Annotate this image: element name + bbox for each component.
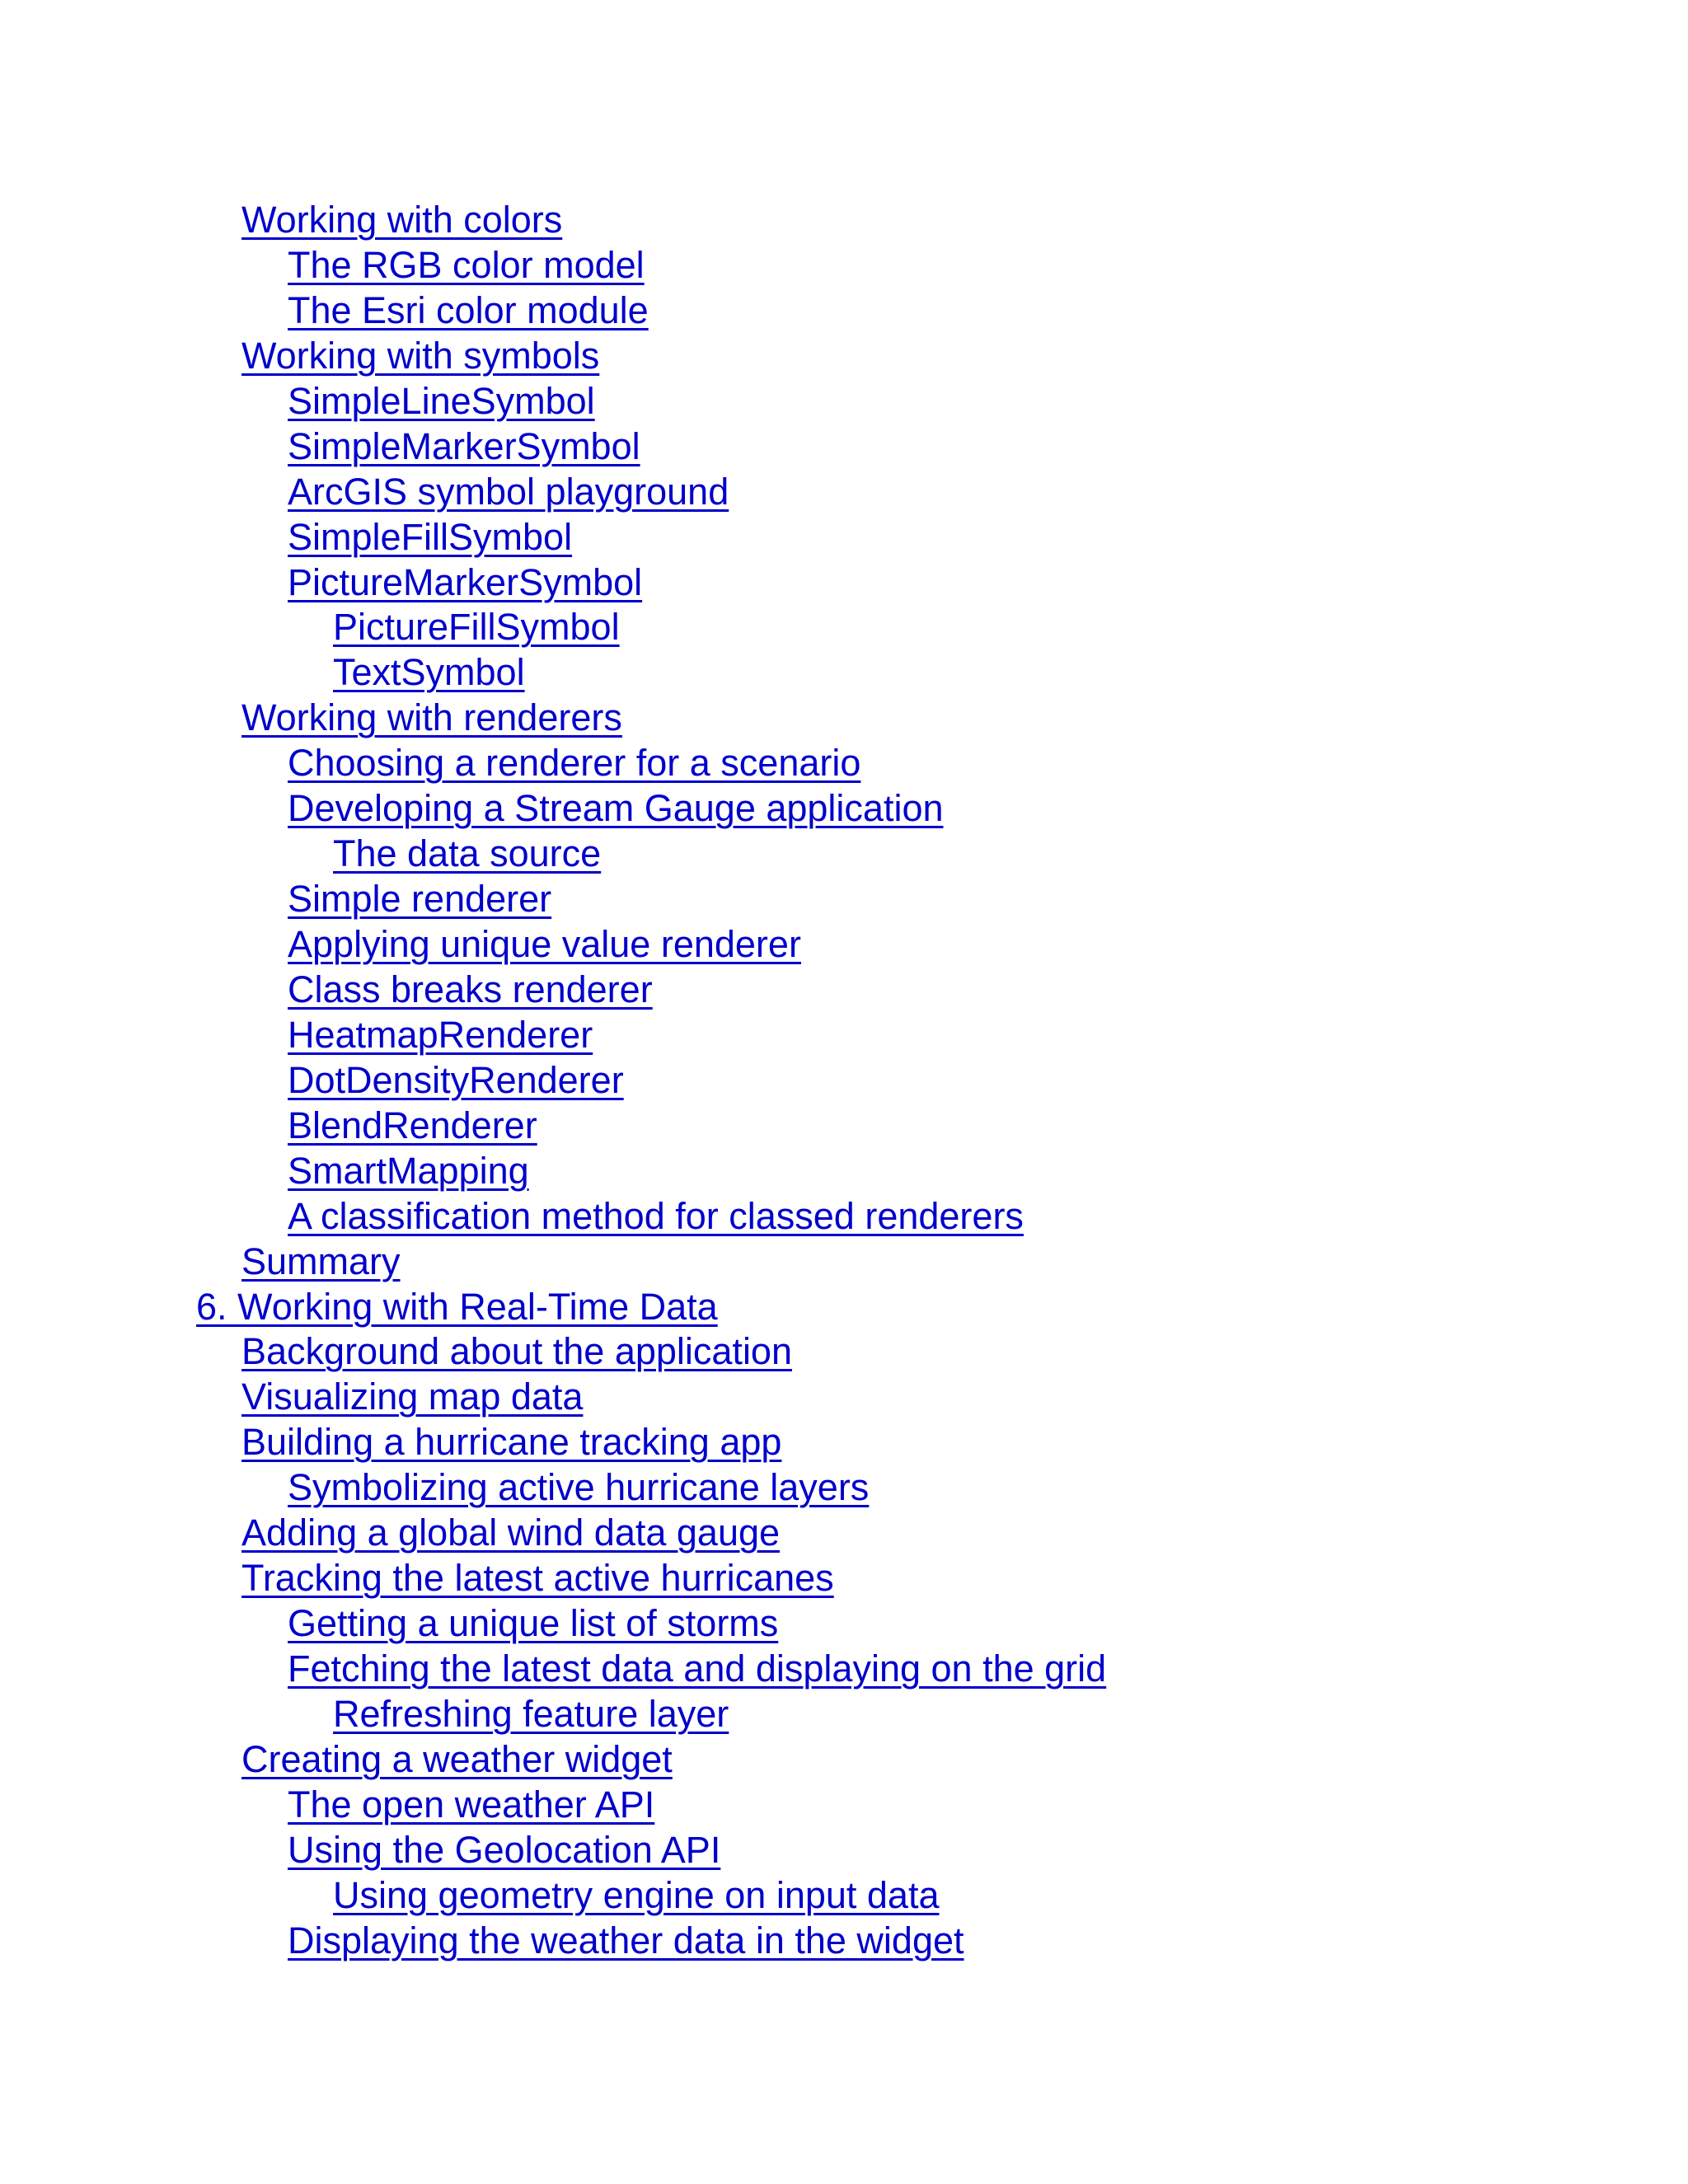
toc-link[interactable]: BlendRenderer [288, 1104, 537, 1146]
toc-link[interactable]: Tracking the latest active hurricanes [241, 1557, 834, 1600]
toc-entry [0, 1013, 1688, 1058]
toc-link[interactable]: Using the Geolocation API [288, 1828, 721, 1871]
toc-entry [0, 198, 1688, 243]
toc-link[interactable]: The RGB color model [288, 243, 645, 286]
toc-link[interactable]: PictureFillSymbol [333, 606, 620, 649]
toc-link[interactable]: PictureMarkerSymbol [288, 560, 643, 603]
toc-entry [0, 288, 1688, 334]
toc-link[interactable]: 6. Working with Real-Time Data [196, 1285, 718, 1328]
toc-entry [0, 741, 1688, 786]
toc-entry [0, 877, 1688, 922]
toc-entry [0, 334, 1688, 379]
toc-link[interactable]: Class breaks renderer [288, 968, 653, 1010]
toc-entry [0, 1647, 1688, 1692]
toc-entry [0, 1329, 1688, 1375]
toc-link[interactable]: Refreshing feature layer [333, 1692, 729, 1735]
toc-entry [0, 1737, 1688, 1783]
toc-entry [0, 650, 1688, 696]
toc-link[interactable]: The open weather API [288, 1783, 655, 1825]
toc-link[interactable]: Displaying the weather data in the widget [288, 1919, 964, 1961]
toc-entry [0, 1194, 1688, 1240]
toc-link[interactable]: Visualizing map data [241, 1376, 584, 1418]
toc-entry [0, 1919, 1688, 1964]
toc-entry [0, 1420, 1688, 1465]
toc-entry [0, 1783, 1688, 1828]
toc-entry [0, 832, 1688, 877]
toc-link[interactable]: Choosing a renderer for a scenario [288, 742, 861, 785]
toc-entry [0, 1058, 1688, 1104]
toc-entry [0, 1511, 1688, 1556]
toc-entry [0, 515, 1688, 560]
toc-entry [0, 560, 1688, 606]
toc-link[interactable]: SmartMapping [288, 1149, 529, 1192]
toc-entry [0, 1873, 1688, 1919]
toc-entry [0, 1285, 1688, 1330]
toc-entry [0, 470, 1688, 515]
toc-entry [0, 1601, 1688, 1647]
toc-link[interactable]: A classification method for classed renderers [288, 1194, 1024, 1237]
table-of-contents [0, 198, 1688, 1964]
toc-link[interactable]: The Esri color module [288, 288, 649, 331]
toc-link[interactable]: The data source [333, 832, 602, 875]
toc-link[interactable]: ArcGIS symbol playground [288, 470, 729, 513]
toc-entry [0, 379, 1688, 424]
toc-link[interactable]: Building a hurricane tracking app [241, 1421, 782, 1464]
toc-entry [0, 1104, 1688, 1149]
toc-link[interactable]: Simple renderer [288, 878, 552, 921]
toc-link[interactable]: Developing a Stream Gauge application [288, 787, 944, 830]
toc-link[interactable]: SimpleFillSymbol [288, 515, 573, 558]
toc-link[interactable]: Fetching the latest data and displaying on the grid [288, 1647, 1107, 1690]
toc-link[interactable]: Summary [241, 1240, 401, 1282]
toc-link[interactable]: Getting a unique list of storms [288, 1602, 779, 1645]
toc-entry [0, 1465, 1688, 1511]
toc-link[interactable]: Adding a global wind data gauge [241, 1511, 781, 1554]
toc-entry [0, 1828, 1688, 1873]
toc-entry [0, 1692, 1688, 1737]
toc-entry [0, 1556, 1688, 1601]
toc-link[interactable]: SimpleLineSymbol [288, 379, 595, 422]
toc-entry [0, 968, 1688, 1013]
toc-entry [0, 1375, 1688, 1420]
toc-entry [0, 1149, 1688, 1194]
toc-link[interactable]: Working with symbols [241, 334, 600, 377]
toc-entry [0, 696, 1688, 741]
toc-link[interactable]: Creating a weather widget [241, 1737, 673, 1780]
toc-link[interactable]: Using geometry engine on input data [333, 1873, 940, 1916]
toc-link[interactable]: Working with colors [241, 199, 563, 241]
toc-link[interactable]: Working with renderers [241, 696, 622, 739]
toc-entry [0, 786, 1688, 832]
toc-link[interactable]: SimpleMarkerSymbol [288, 424, 640, 467]
toc-entry [0, 243, 1688, 288]
toc-entry [0, 1240, 1688, 1285]
toc-link[interactable]: HeatmapRenderer [288, 1013, 593, 1056]
toc-entry [0, 424, 1688, 470]
toc-link[interactable]: TextSymbol [333, 651, 525, 694]
toc-link[interactable]: Symbolizing active hurricane layers [288, 1466, 870, 1509]
toc-link[interactable]: Background about the application [241, 1330, 792, 1373]
toc-entry [0, 605, 1688, 650]
toc-link[interactable]: Applying unique value renderer [288, 923, 801, 965]
toc-entry [0, 922, 1688, 968]
toc-link[interactable]: DotDensityRenderer [288, 1058, 624, 1101]
